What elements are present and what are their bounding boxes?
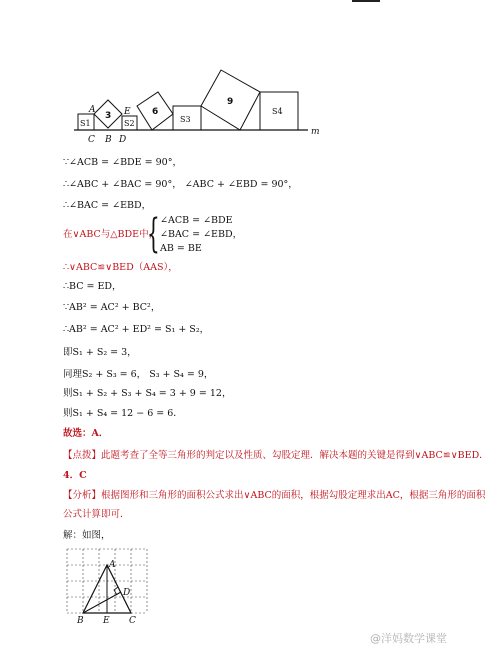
label-m: m [311,127,320,137]
label-s4: S4 [272,107,283,116]
line-6: ∴BC = ED， [63,281,122,292]
fig2-label-D: D [123,588,131,598]
label-9: 9 [227,97,234,107]
label-B: B [105,135,112,145]
line-4: 在∨ABC与△BDE中， [63,229,159,240]
system-line-1: ∠ACB = ∠BDE [160,215,233,226]
label-s2: S2 [124,119,135,128]
squares-figure [72,68,332,146]
line-16: 【分析】根据图形和三角形的面积公式求出∨ABC的面积，根据勾股定理求出AC，根据三角形的面积 [63,490,486,501]
label-A: A [89,105,96,115]
line-1: ∵∠ACB = ∠BDE = 90°， [63,157,182,168]
fig2-label-B: B [77,616,84,626]
system-line-2: ∠BAC = ∠EBD， [160,229,243,240]
top-rule [352,0,380,2]
fig2-label-E: E [103,616,110,626]
line-9: 即S₁ + S₂ = 3， [63,347,137,358]
label-s3: S3 [180,115,191,124]
label-s1: S1 [80,119,91,128]
line-13: 故选：A． [63,428,109,439]
fig2-label-C: C [129,616,136,626]
fig2-label-A: A [109,560,116,570]
system-line-3: AB = BE [160,243,202,254]
label-C: C [88,135,95,145]
line-7: ∵AB² = AC² + BC²， [63,302,161,313]
line-17: 公式计算即可． [63,509,130,520]
label-D: D [119,135,127,145]
line-11: 则S₁ + S₂ + S₃ + S₄ = 3 + 9 = 12， [63,388,232,399]
label-6: 6 [152,107,159,117]
line-15: 4．C [63,470,87,481]
line-18: 解：如图， [63,530,111,541]
line-5: ∴∨ABC≌∨BED（AAS）， [63,262,178,273]
label-3: 3 [105,111,112,121]
line-8: ∴AB² = AC² + ED² = S₁ + S₂， [63,324,210,335]
system-brace: { [147,211,160,257]
line-14: 【点拨】此题考查了全等三角形的判定以及性质、勾股定理．解决本题的关键是得到∨ABC≌∨BED． [63,450,489,461]
line-10: 同理S₂ + S₃ = 6， S₃ + S₄ = 9， [63,369,214,380]
label-E: E [124,107,131,117]
watermark: @洋妈数学课堂 [370,632,447,645]
line-3: ∴∠BAC = ∠EBD， [63,200,152,211]
grid-triangle-figure [63,545,153,627]
line-2: ∴∠ABC + ∠BAC = 90°， ∠ABC + ∠EBD = 90°， [63,179,298,190]
line-12: 则S₁ + S₄ = 12 − 6 = 6． [63,408,183,419]
